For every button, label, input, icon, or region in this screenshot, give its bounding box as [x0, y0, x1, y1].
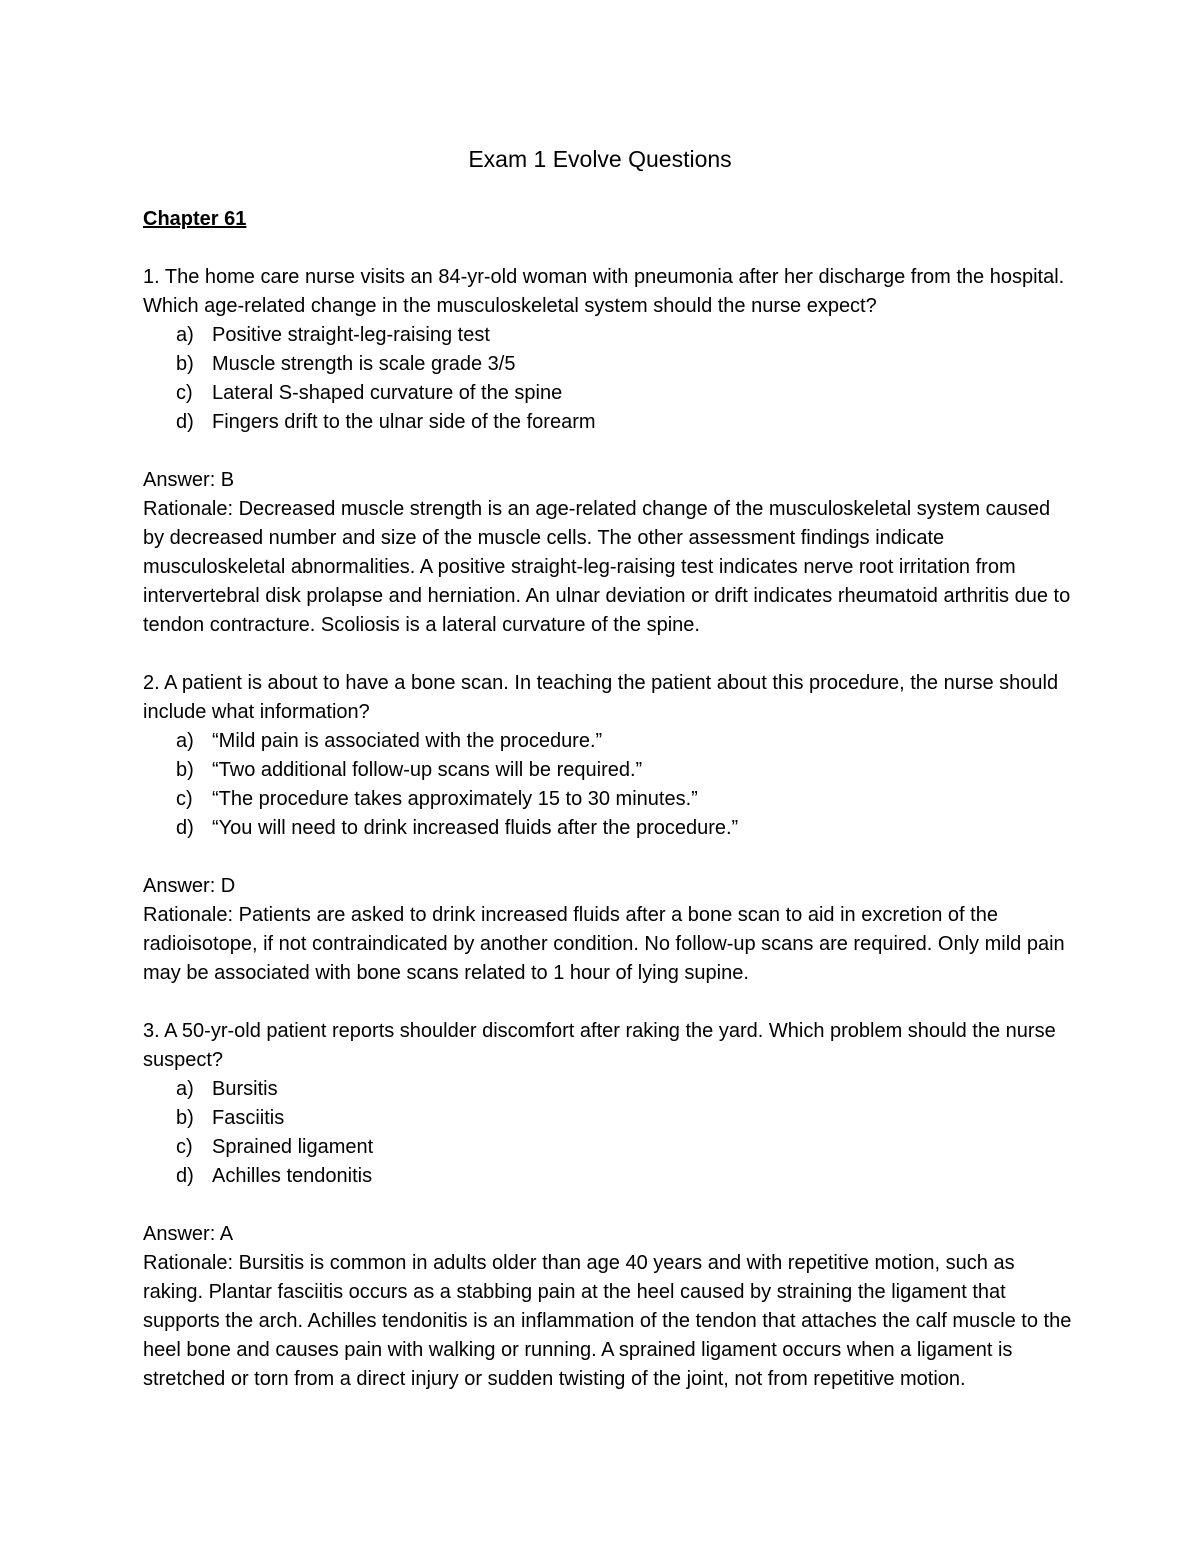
- answer-line: Answer: A: [143, 1223, 234, 1245]
- option-text: Achilles tendonitis: [212, 1165, 373, 1187]
- option-letter: c): [176, 1136, 193, 1158]
- option-text: “Two additional follow-up scans will be required.”: [212, 759, 643, 781]
- question-stem: 2. A patient is about to have a bone scan. In teaching the patient about this procedure, the nurse should include what information?: [143, 672, 1059, 723]
- question-1: [143, 263, 1073, 437]
- option-letter: a): [176, 730, 194, 752]
- option-text: Muscle strength is scale grade 3/5: [212, 353, 516, 375]
- option-text: “You will need to drink increased fluids after the procedure.”: [212, 817, 739, 839]
- option-letter: a): [176, 324, 194, 346]
- option-letter: b): [176, 1107, 194, 1129]
- option-letter: d): [176, 1165, 194, 1187]
- option-text: Fasciitis: [212, 1107, 285, 1129]
- option-text: Bursitis: [212, 1078, 278, 1100]
- option-a: [143, 727, 1073, 756]
- option-b: [143, 350, 1073, 379]
- option-letter: a): [176, 1078, 194, 1100]
- answer-line: Answer: D: [143, 875, 236, 897]
- option-letter: c): [176, 382, 193, 404]
- option-letter: d): [176, 411, 194, 433]
- option-letter: b): [176, 353, 194, 375]
- option-d: [143, 408, 1073, 437]
- option-text: Sprained ligament: [212, 1136, 374, 1158]
- document-body: [143, 205, 1073, 1423]
- option-d: [143, 814, 1073, 843]
- answer-line: Answer: B: [143, 469, 235, 491]
- option-a: [143, 321, 1073, 350]
- option-c: [143, 1133, 1073, 1162]
- option-c: [143, 379, 1073, 408]
- option-text: Positive straight-leg-raising test: [212, 324, 490, 346]
- option-text: “Mild pain is associated with the procedure.”: [212, 730, 603, 752]
- document-title: Exam 1 Evolve Questions: [468, 146, 732, 172]
- rationale-paragraph: Rationale: Bursitis is common in adults older than age 40 years and with repetitive motion, such as raking. Plantar fasciitis occurs as a stabbing pain at the heel caused by straining the ligament that supports the arch. Achilles tendonitis is an inflammation of the tendon that attaches the calf muscle to the heel bone and causes pain with walking or running. A sprained ligament occurs when a ligament is stretched or torn from a direct injury or sudden twisting of the joint, not from repetitive motion.: [143, 1252, 1072, 1390]
- question-3: [143, 1017, 1073, 1191]
- answer-options: [143, 321, 1073, 437]
- answer-options: [143, 727, 1073, 843]
- option-b: [143, 756, 1073, 785]
- option-text: Fingers drift to the ulnar side of the forearm: [212, 411, 596, 433]
- chapter-heading: Chapter 61: [143, 208, 247, 230]
- question-stem: 1. The home care nurse visits an 84-yr-old woman with pneumonia after her discharge from the hospital. Which age-related change in the musculoskeletal system should the nurse expect?: [143, 266, 1065, 317]
- question-stem: 3. A 50-yr-old patient reports shoulder discomfort after raking the yard. Which problem should the nurse suspect?: [143, 1020, 1056, 1071]
- option-letter: b): [176, 759, 194, 781]
- answer-options: [143, 1075, 1073, 1191]
- option-d: [143, 1162, 1073, 1191]
- option-c: [143, 785, 1073, 814]
- option-b: [143, 1104, 1073, 1133]
- question-2: [143, 669, 1073, 843]
- option-text: Lateral S-shaped curvature of the spine: [212, 382, 563, 404]
- option-letter: c): [176, 788, 193, 810]
- rationale-paragraph: Rationale: Decreased muscle strength is an age-related change of the musculoskeletal system caused by decreased number and size of the muscle cells. The other assessment findings indicate musculoskeletal abnormalities. A positive straight-leg-raising test indicates nerve root irritation from intervertebral disk prolapse and herniation. An ulnar deviation or drift indicates rheumatoid arthritis due to tendon contracture. Scoliosis is a lateral curvature of the spine.: [143, 498, 1071, 636]
- option-letter: d): [176, 817, 194, 839]
- option-a: [143, 1075, 1073, 1104]
- rationale-paragraph: Rationale: Patients are asked to drink increased fluids after a bone scan to aid in excretion of the radioisotope, if not contraindicated by another condition. No follow-up scans are required. Only mild pain may be associated with bone scans related to 1 hour of lying supine.: [143, 904, 1065, 984]
- option-text: “The procedure takes approximately 15 to 30 minutes.”: [212, 788, 698, 810]
